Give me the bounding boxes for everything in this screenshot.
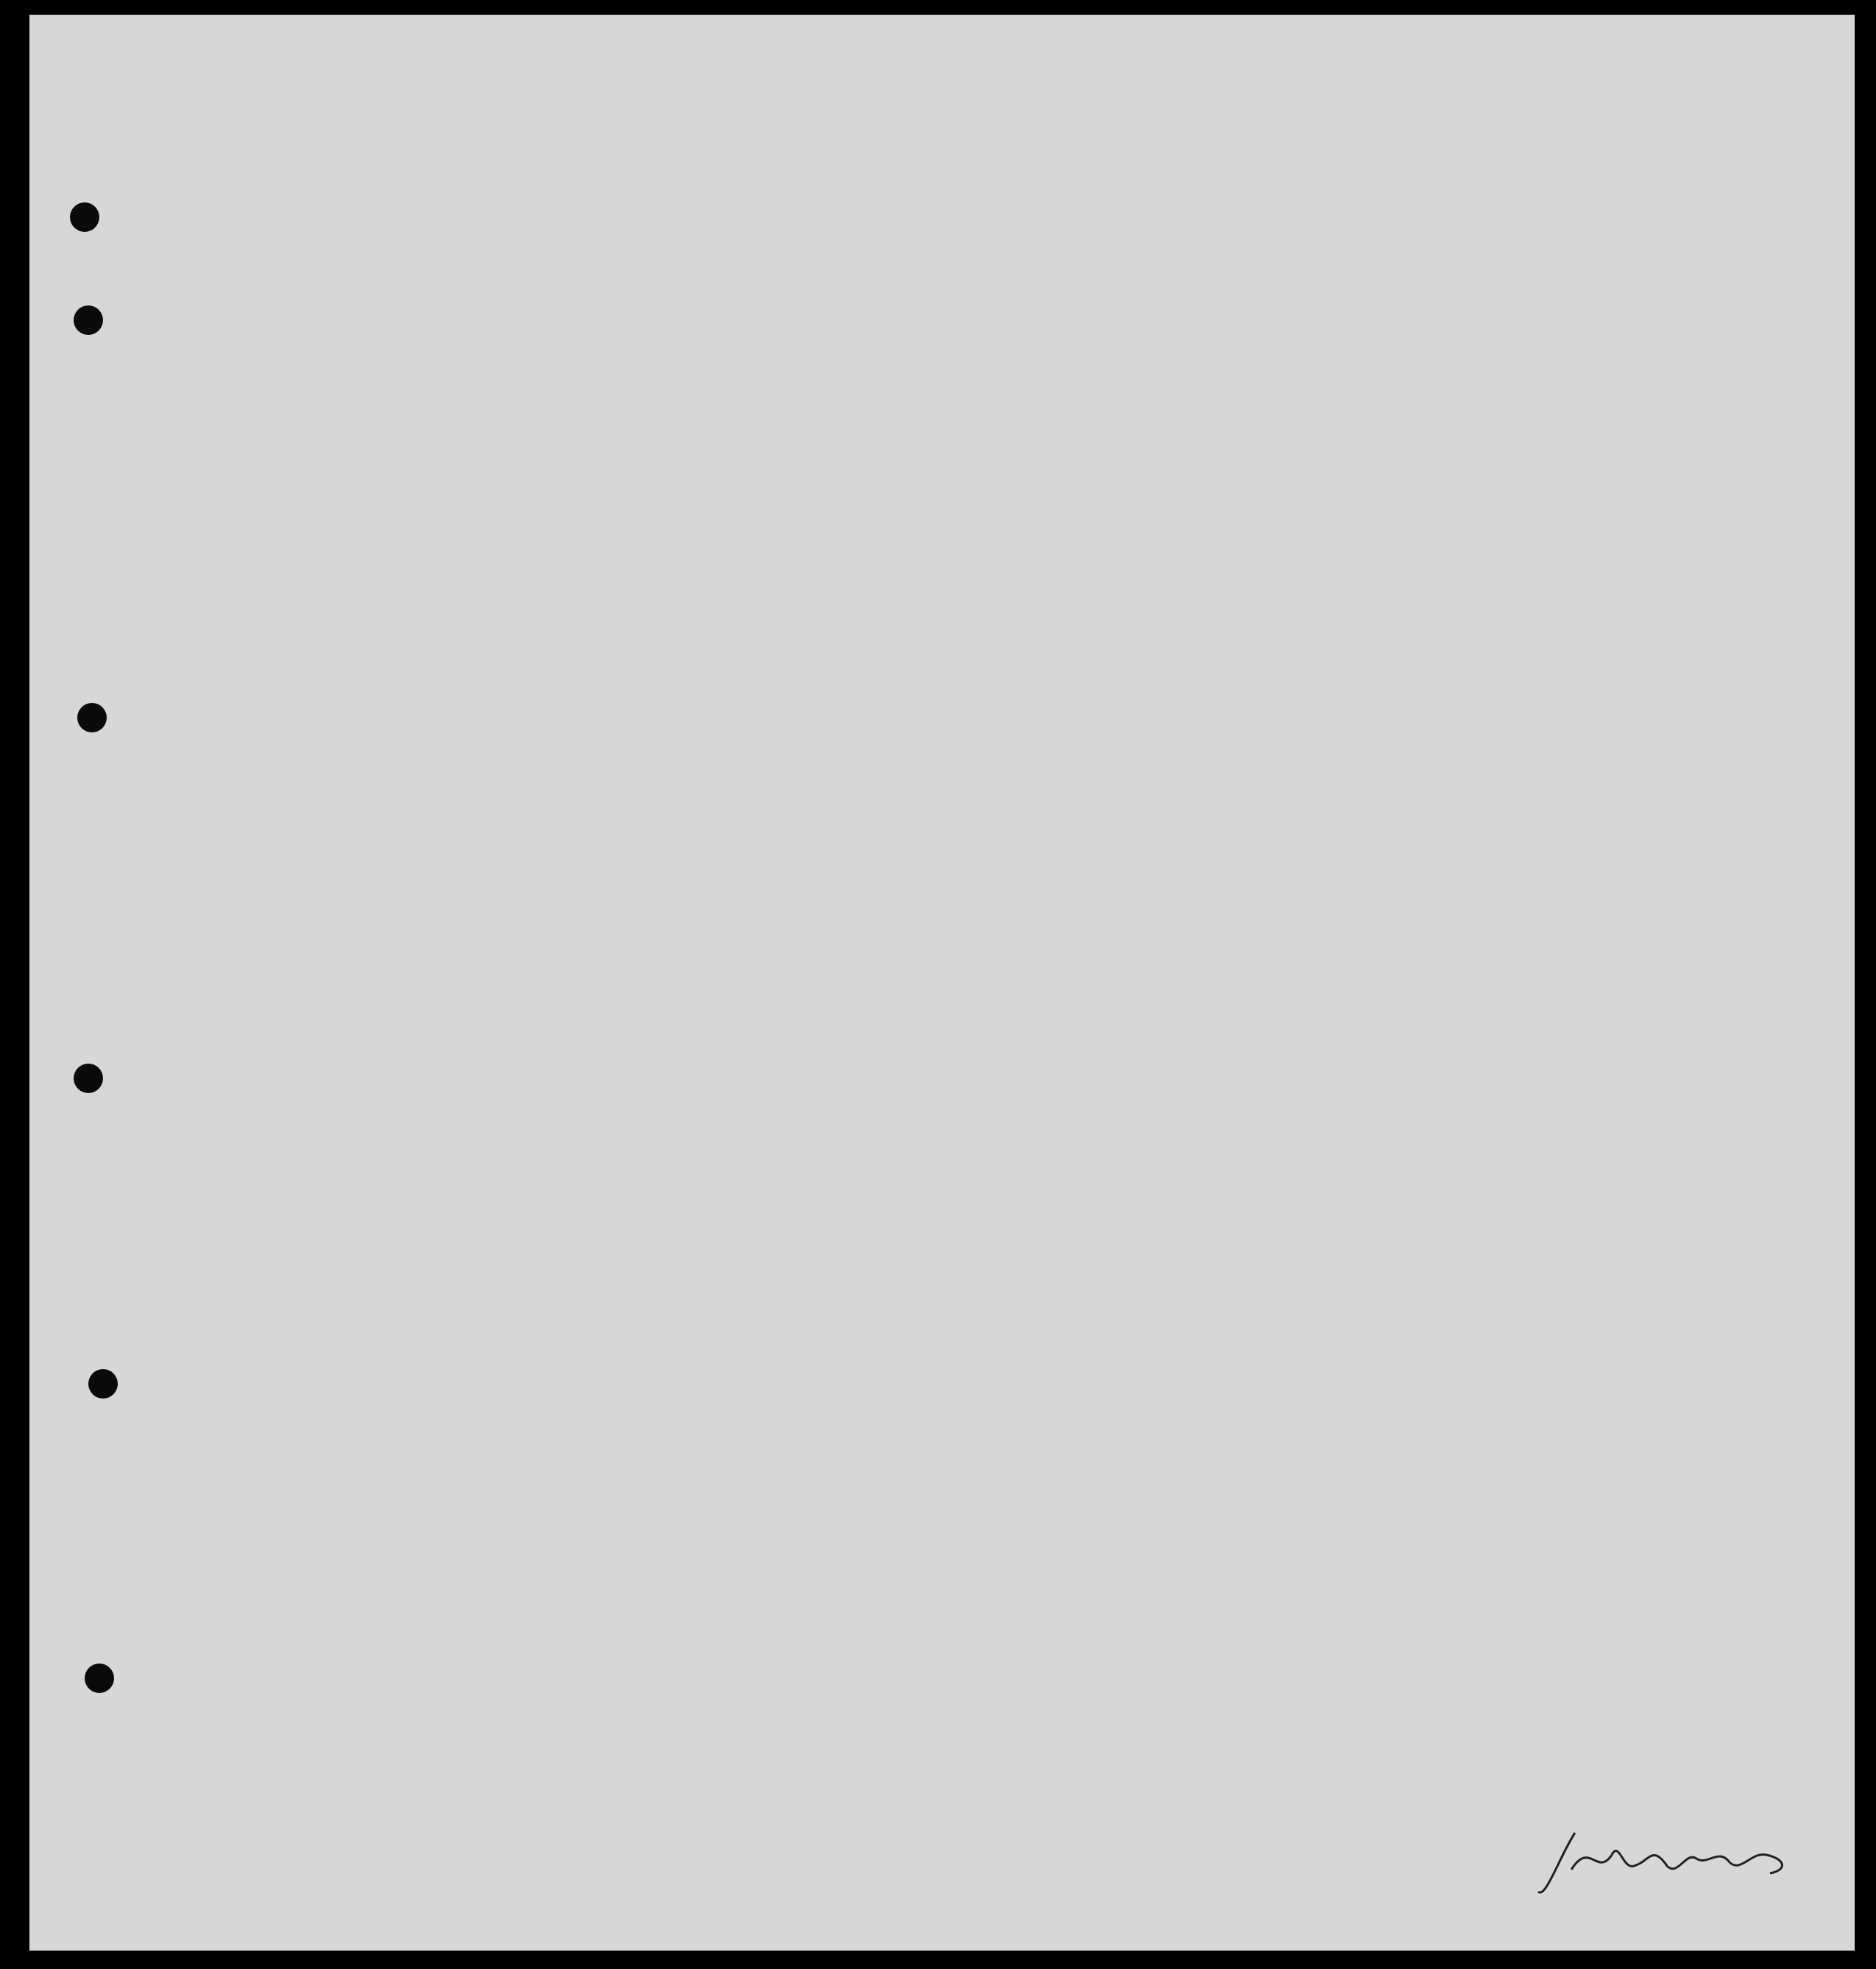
punch-hole <box>77 703 107 732</box>
punch-hole <box>85 1664 114 1693</box>
officer-signature <box>1531 1825 1810 1914</box>
punch-hole <box>74 1064 103 1093</box>
punch-hole <box>74 305 103 335</box>
table-grid <box>29 15 1855 1951</box>
punch-hole <box>88 1369 118 1399</box>
punch-hole <box>70 202 99 232</box>
manifest-page <box>29 15 1855 1951</box>
